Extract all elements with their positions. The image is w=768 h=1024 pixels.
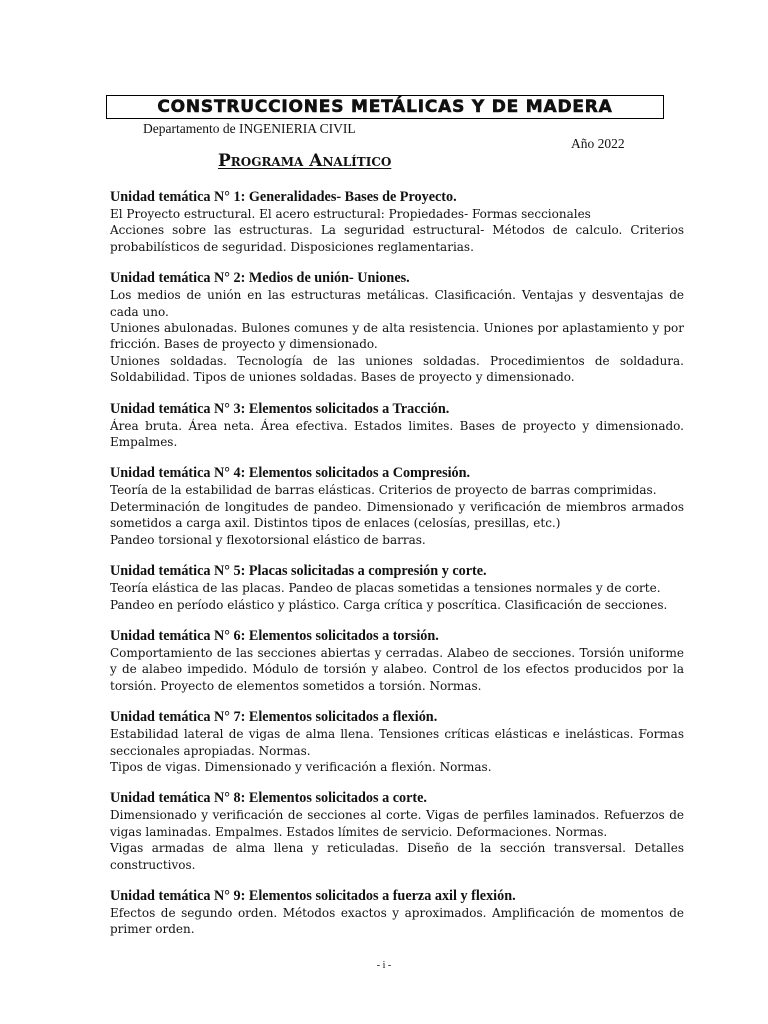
unit-paragraph: Acciones sobre las estructuras. La seguridad estructural- Métodos de calculo. Criterios probabilísticos de seguridad. Disposiciones reglamentarias. (110, 223, 684, 254)
unit-paragraph: Teoría elástica de las placas. Pandeo de placas sometidas a tensiones normales y de corte. (110, 581, 661, 596)
unit-9 (110, 887, 684, 938)
unit-paragraph: Tipos de vigas. Dimensionado y verificación a flexión. Normas. (110, 759, 492, 774)
unit-8 (110, 789, 684, 873)
title-box (106, 95, 664, 119)
unit-paragraph: Comportamiento de las secciones abiertas y cerradas. Alabeo de secciones. Torsión uniforme y de alabeo impedido. Módulo de torsión y alabeo. Control de los efectos producidos por la torsión. Proyecto de elementos sometidos a torsión. Normas. (110, 645, 684, 693)
unit-2 (110, 269, 684, 385)
department-label: Departamento de INGENIERIA CIVIL (143, 121, 356, 136)
unit-heading: Unidad temática N° 3: Elementos solicitados a Tracción. (110, 400, 450, 417)
unit-paragraph: Pandeo torsional y flexotorsional elástico de barras. (110, 532, 426, 547)
units-list (110, 188, 684, 952)
unit-paragraph: Determinación de longitudes de pandeo. Dimensionado y verificación de miembros armados sometidos a carga axil. Distintos tipos de enlaces (celosías, presillas, etc.) (110, 499, 684, 531)
unit-paragraph: Teoría de la estabilidad de barras elásticas. Criterios de proyecto de barras comprimidas. (110, 483, 657, 498)
document-title: CONSTRUCCIONES METÁLICAS Y DE MADERA (157, 97, 613, 117)
unit-3 (110, 400, 684, 451)
unit-paragraph: Estabilidad lateral de vigas de alma llena. Tensiones críticas elásticas e inelásticas. Formas seccionales apropiadas. Normas. (110, 727, 684, 758)
unit-paragraph: Vigas armadas de alma llena y reticuladas. Diseño de la sección transversal. Detalles constructivos. (110, 841, 684, 872)
unit-heading: Unidad temática N° 4: Elementos solicitados a Compresión. (110, 465, 471, 482)
unit-paragraph: El Proyecto estructural. El acero estructural: Propiedades- Formas seccionales (110, 207, 591, 221)
unit-paragraph: Efectos de segundo orden. Métodos exactos y aproximados. Amplificación de momentos de primer orden. (110, 905, 684, 937)
unit-paragraph: Uniones abulonadas. Bulones comunes y de alta resistencia. Uniones por aplastamiento y por fricción. Bases de proyecto y dimensionado. (110, 321, 684, 352)
unit-heading: Unidad temática N° 5: Placas solicitadas a compresión y corte. (110, 563, 487, 580)
unit-5 (110, 562, 684, 613)
unit-paragraph: Área bruta. Área neta. Área efectiva. Estados limites. Bases de proyecto y dimensionado. Empalmes. (110, 418, 684, 450)
unit-heading: Unidad temática N° 6: Elementos solicitados a torsión. (110, 627, 439, 644)
unit-paragraph: Dimensionado y verificación de secciones al corte. Vigas de perfiles laminados. Refuerzos de vigas laminadas. Empalmes. Estados límites de servicio. Deformaciones. Normas. (110, 808, 684, 839)
unit-heading: Unidad temática N° 2: Medios de unión- Uniones. (110, 270, 410, 287)
unit-1 (110, 188, 684, 255)
program-title: Programa Analítico (218, 151, 392, 171)
unit-heading: Unidad temática N° 9: Elementos solicitados a fuerza axil y flexión. (110, 887, 516, 904)
unit-4 (110, 464, 684, 548)
unit-paragraph: Uniones soldadas. Tecnología de las uniones soldadas. Procedimientos de soldadura. Soldabilidad. Tipos de uniones soldadas. Bases de proyecto y dimensionado. (110, 353, 684, 385)
page-number: - i - (376, 960, 392, 971)
unit-7 (110, 708, 684, 775)
unit-heading: Unidad temática N° 1: Generalidades- Bases de Proyecto. (110, 189, 457, 205)
year-label: Año 2022 (571, 136, 625, 151)
unit-6 (110, 627, 684, 694)
unit-heading: Unidad temática N° 8: Elementos solicitados a corte. (110, 790, 427, 807)
unit-paragraph: Pandeo en período elástico y plástico. Carga crítica y poscrítica. Clasificación de secciones. (110, 597, 668, 612)
unit-heading: Unidad temática N° 7: Elementos solicitados a flexión. (110, 709, 438, 726)
unit-paragraph: Los medios de unión en las estructuras metálicas. Clasificación. Ventajas y desventajas de cada uno. (110, 288, 684, 319)
